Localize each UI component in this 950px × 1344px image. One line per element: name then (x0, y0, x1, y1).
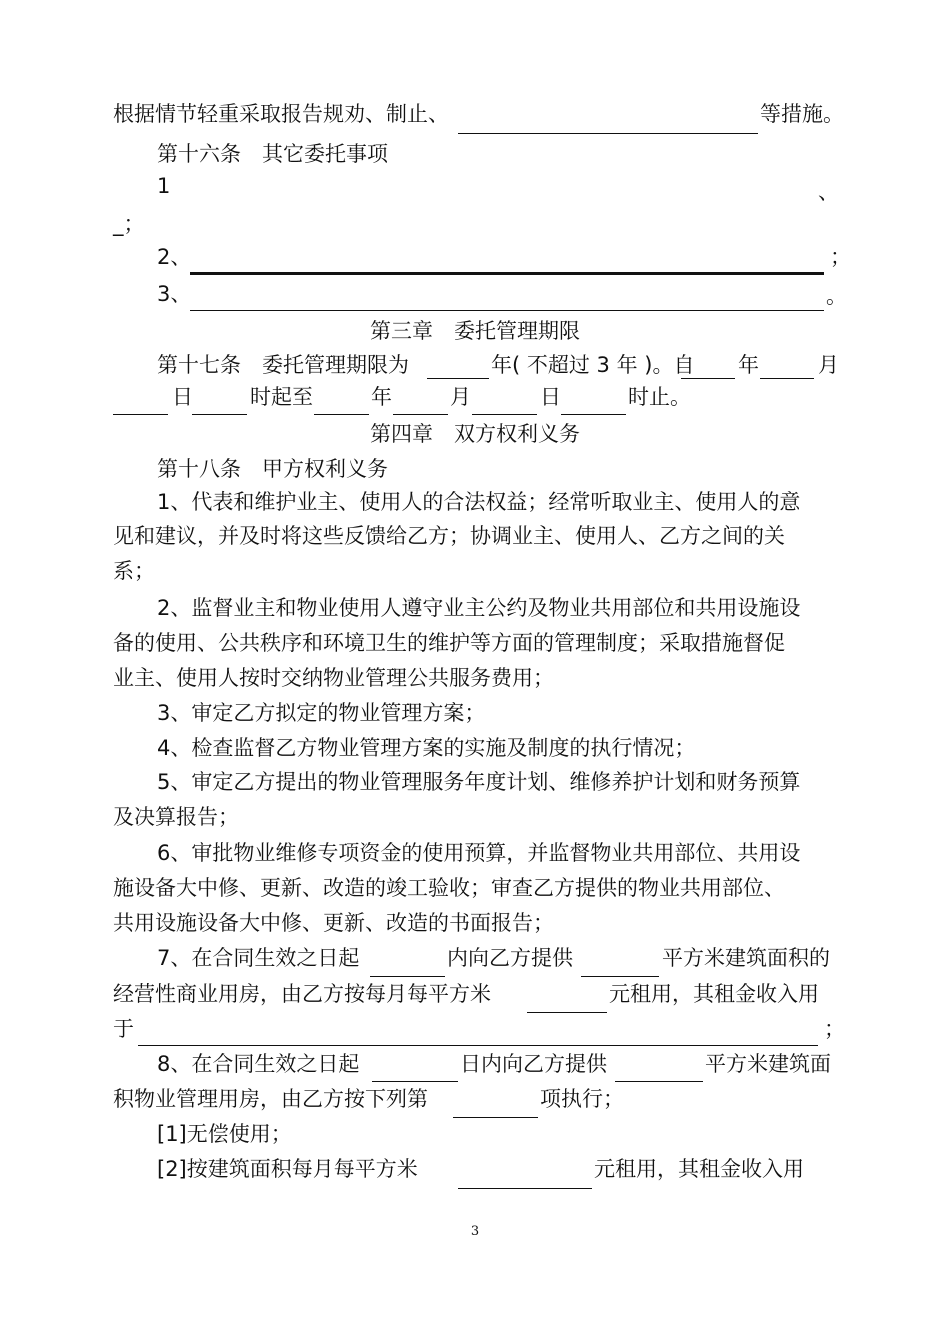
article18-p6-line3: 共用设施设备大中修、更新、改造的书面报告； (113, 911, 554, 935)
article18-p1-line3: 系； (113, 559, 155, 583)
blank-p7-rent[interactable] (527, 1012, 607, 1013)
blank-p7-area[interactable] (581, 976, 659, 977)
blank-p7-use[interactable] (138, 1045, 818, 1046)
article16-item1-cont: _； (113, 212, 145, 236)
article17-l2-d: 月 (450, 385, 471, 409)
article16-item3-num: 3、 (157, 282, 192, 306)
article18-p8-b: 日内向乙方提供 (460, 1052, 607, 1076)
article16-item2-end: ； (830, 245, 851, 269)
article18-p8-d: 积物业管理用房，由乙方按下列第 (113, 1087, 428, 1111)
article15-lead: 根据情节轻重采取报告规劝、制止、 (113, 102, 449, 126)
article18-p7-f: 于 (113, 1017, 134, 1041)
article16-heading: 第十六条 其它委托事项 (157, 142, 388, 166)
article18-p2-line2: 备的使用、公共秩序和环境卫生的维护等方面的管理制度；采取措施督促 (113, 631, 785, 655)
article16-item2-num: 2、 (157, 245, 192, 269)
article17-l1-b: 年( 不超过 3 年 )。自 (491, 353, 695, 377)
blank-p7-period[interactable] (370, 976, 445, 977)
article17-l2-f: 时止。 (628, 385, 691, 409)
blank-p8-option[interactable] (453, 1117, 538, 1118)
article16-item3-end: 。 (826, 284, 847, 308)
article18-p7-d: 经营性商业用房，由乙方按每月每平方米 (113, 982, 491, 1006)
blank-start-year[interactable] (681, 378, 735, 379)
chapter4-title: 第四章 双方权利义务 (370, 422, 580, 446)
article18-p7-e: 元租用，其租金收入用 (609, 982, 819, 1006)
blank-end-month[interactable] (393, 414, 448, 415)
article18-p1-line2: 见和建议，并及时将这些反馈给乙方；协调业主、使用人、乙方之间的关 (113, 524, 785, 548)
article18-p3: 3、审定乙方拟定的物业管理方案； (157, 701, 486, 725)
blank-p8-days[interactable] (372, 1081, 458, 1082)
blank-end-day[interactable] (472, 414, 537, 415)
blank-item2[interactable] (190, 272, 824, 275)
article18-p7-b: 内向乙方提供 (447, 946, 573, 970)
article18-p6-line1: 6、审批物业维修专项资金的使用预算，并监督物业共用部位、共用设 (157, 841, 801, 865)
article17-l2-a: 日 (172, 385, 193, 409)
article18-p8-opt2a: [2]按建筑面积每月每平方米 (157, 1157, 418, 1181)
blank-term-years[interactable] (427, 378, 489, 379)
blank-measures[interactable] (458, 133, 758, 134)
article18-p7-g: ； (824, 1017, 845, 1041)
blank-p8-area[interactable] (615, 1081, 703, 1082)
blank-start-month[interactable] (760, 378, 814, 379)
article18-p8-e: 项执行； (540, 1087, 624, 1111)
article18-p2-line1: 2、监督业主和物业使用人遵守业主公约及物业共用部位和共用设施设 (157, 596, 801, 620)
blank-start-hour[interactable] (192, 414, 247, 415)
blank-end-hour[interactable] (561, 414, 626, 415)
article18-p2-line3: 业主、使用人按时交纳物业管理公共服务费用； (113, 666, 554, 690)
page-number: 3 (470, 1224, 480, 1239)
article17-l1-d: 月 (818, 353, 839, 377)
article18-p5-line2: 及决算报告； (113, 805, 239, 829)
article17-l2-e: 日 (540, 385, 561, 409)
article17-l1-a: 第十七条 委托管理期限为 (157, 353, 409, 377)
article18-p7-c: 平方米建筑面积的 (662, 946, 830, 970)
article16-item1-mark: 、 (818, 180, 839, 204)
article18-p8-opt2b: 元租用，其租金收入用 (594, 1157, 804, 1181)
article18-p5-line1: 5、审定乙方提出的物业管理服务年度计划、维修养护计划和财务预算 (157, 770, 801, 794)
article18-p6-line2: 施设备大中修、更新、改造的竣工验收；审查乙方提供的物业共用部位、 (113, 876, 785, 900)
blank-p8-rent[interactable] (458, 1188, 592, 1189)
article17-l2-b: 时起至 (250, 385, 313, 409)
article17-l1-c: 年 (738, 353, 759, 377)
article18-p8-opt1: [1]无偿使用； (157, 1122, 292, 1146)
blank-end-year[interactable] (314, 414, 369, 415)
article18-p4: 4、检查监督乙方物业管理方案的实施及制度的执行情况； (157, 736, 696, 760)
article16-item1-num: 1 (157, 174, 171, 198)
article18-p8-c: 平方米建筑面 (705, 1052, 831, 1076)
blank-item3[interactable] (190, 310, 824, 311)
article18-heading: 第十八条 甲方权利义务 (157, 457, 388, 481)
chapter3-title: 第三章 委托管理期限 (370, 319, 580, 343)
article18-p7-a: 7、在合同生效之日起 (157, 946, 360, 970)
blank-start-day[interactable] (113, 414, 168, 415)
article15-end: 等措施。 (760, 102, 844, 126)
article17-l2-c: 年 (371, 385, 392, 409)
article18-p1-line1: 1、代表和维护业主、使用人的合法权益；经常听取业主、使用人的意 (157, 490, 801, 514)
article18-p8-a: 8、在合同生效之日起 (157, 1052, 360, 1076)
